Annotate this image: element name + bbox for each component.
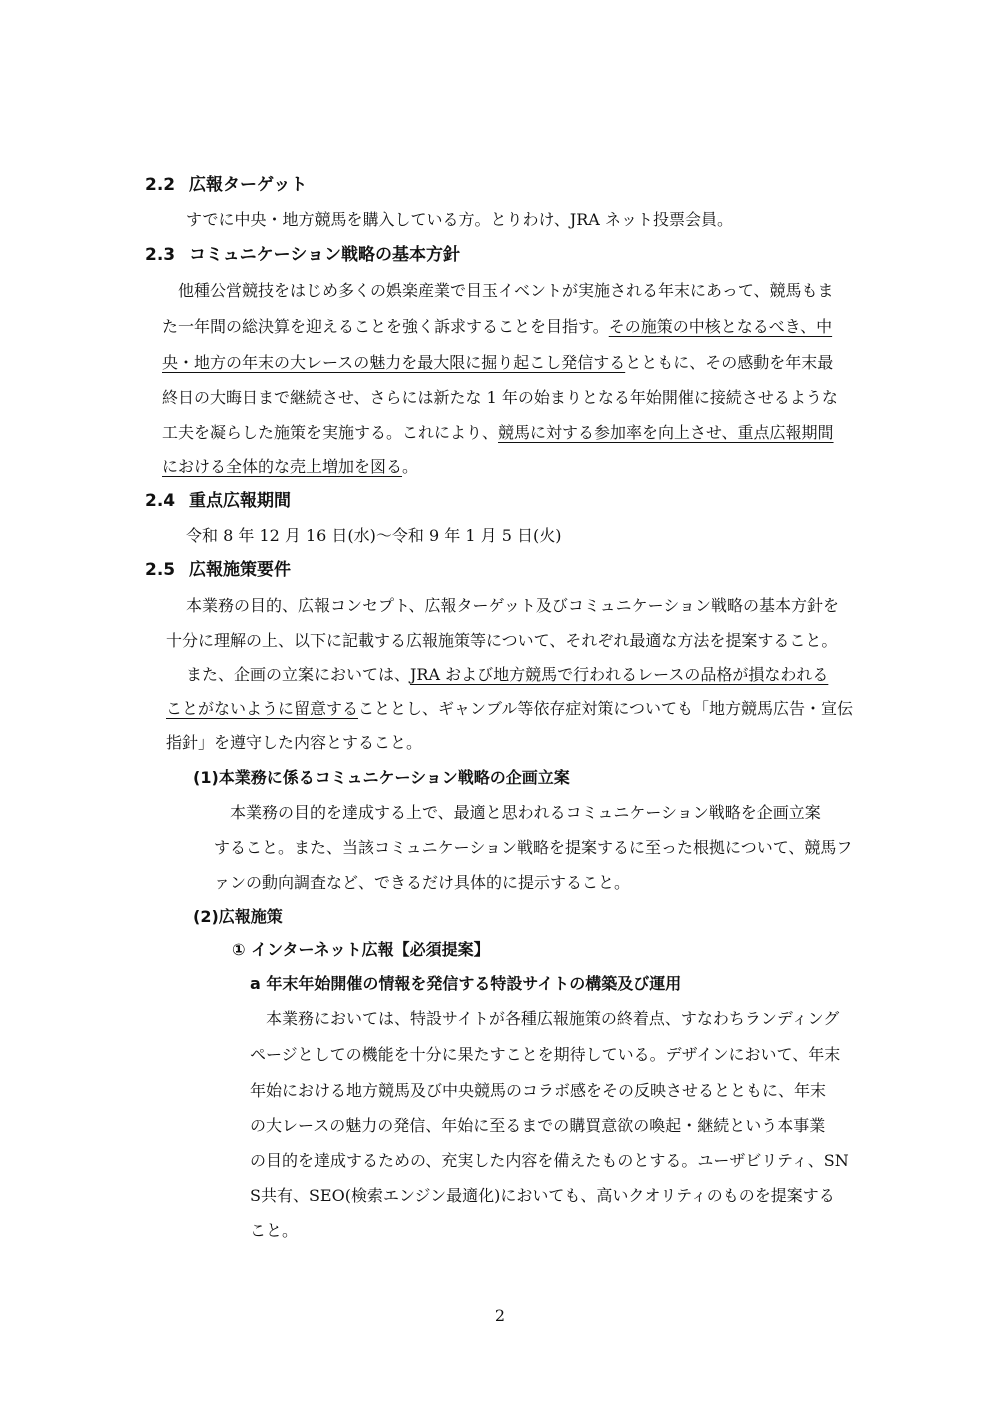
section-title: 重点広報期間 bbox=[189, 491, 291, 511]
section-heading-2-5 bbox=[145, 558, 291, 582]
paragraph-line: 指針」を遵守した内容とすること。 bbox=[166, 733, 423, 752]
paragraph-line: ページとしての機能を十分に果たすことを期待している。デザインにおいて、年末 bbox=[250, 1045, 841, 1064]
paragraph-line bbox=[162, 351, 833, 375]
underlined-text: JRA および地方競馬で行われるレースの品格が損なわれる bbox=[410, 665, 829, 684]
item-heading-special-site: a 年末年始開催の情報を発信する特設サイトの構築及び運用 bbox=[250, 974, 682, 993]
paragraph-line: 終日の大晦日まで継続させ、さらには新たな 1 年の始まりとなる年始開催に接続させるような bbox=[162, 388, 838, 407]
paragraph-line: すること。また、当該コミュニケーション戦略を提案するに至った根拠について、競馬フ bbox=[214, 838, 853, 857]
underlined-text: における全体的な売上増加を図る bbox=[162, 457, 403, 476]
paragraph-line: ァンの動向調査など、できるだけ具体的に提示すること。 bbox=[214, 873, 631, 892]
paragraph-line: 本業務の目的、広報コンセプト、広報ターゲット及びコミュニケーション戦略の基本方針を bbox=[186, 596, 839, 615]
paragraph-line bbox=[162, 455, 418, 479]
page-number: 2 bbox=[494, 1306, 506, 1325]
underlined-text: 央・地方の年末の大レースの魅力を最大限に掘り起こし発信する bbox=[162, 353, 626, 372]
paragraph-line: S共有、SEO(検索エンジン最適化)においても、高いクオリティのものを提案する bbox=[250, 1186, 835, 1205]
paragraph-line bbox=[166, 697, 853, 721]
underlined-text: 競馬に対する参加率を向上させ、重点広報期間 bbox=[498, 423, 834, 442]
section-number: 2.2 bbox=[145, 175, 176, 195]
paragraph-line: の目的を達成するための、充実した内容を備えたものとする。ユーザビリティ、SN bbox=[250, 1151, 849, 1170]
paragraph-line: こと。 bbox=[250, 1221, 299, 1240]
section-heading-2-3 bbox=[145, 243, 460, 267]
paragraph-line: 十分に理解の上、以下に記載する広報施策等について、それぞれ最適な方法を提案すること。 bbox=[166, 631, 838, 650]
paragraph-line: 令和 8 年 12 月 16 日(水)～令和 9 年 1 月 5 日(火) bbox=[186, 526, 562, 545]
paragraph-line: 他種公営競技をはじめ多くの娯楽産業で目玉イベントが実施される年末にあって、競馬もま bbox=[178, 281, 834, 300]
text-span: 。 bbox=[402, 457, 419, 476]
underlined-text: ことがないように留意する bbox=[166, 699, 359, 718]
paragraph-line bbox=[162, 421, 834, 445]
underlined-text: その施策の中核となるべき、中 bbox=[608, 317, 833, 336]
text-span: とともに、その感動を年末最 bbox=[625, 353, 834, 372]
text-span: こととし、ギャンブル等依存症対策についても「地方競馬広告・宣伝 bbox=[358, 699, 854, 718]
paragraph-line: 本業務においては、特設サイトが各種広報施策の終着点、すなわちランディング bbox=[266, 1009, 840, 1028]
section-title: コミュニケーション戦略の基本方針 bbox=[189, 245, 460, 265]
paragraph-line: すでに中央・地方競馬を購入している方。とりわけ、JRA ネット投票会員。 bbox=[186, 210, 733, 229]
section-number: 2.4 bbox=[145, 491, 176, 511]
subsection-heading-1: (1)本業務に係るコミュニケーション戦略の企画立案 bbox=[193, 768, 570, 787]
section-number: 2.3 bbox=[145, 245, 176, 265]
section-number: 2.5 bbox=[145, 560, 176, 580]
item-heading-internet: ① インターネット広報【必須提案】 bbox=[232, 940, 490, 959]
section-heading-2-2 bbox=[145, 173, 307, 197]
section-title: 広報施策要件 bbox=[189, 560, 291, 580]
text-span: 工夫を凝らした施策を実施する。これにより、 bbox=[162, 423, 499, 442]
section-title: 広報ターゲット bbox=[189, 175, 308, 195]
paragraph-line bbox=[162, 315, 832, 339]
text-span: また、企画の立案においては、 bbox=[186, 665, 411, 684]
paragraph-line bbox=[186, 663, 828, 687]
paragraph-line: 本業務の目的を達成する上で、最適と思われるコミュニケーション戦略を企画立案 bbox=[230, 803, 821, 822]
paragraph-line: の大レースの魅力の発信、年始に至るまでの購買意欲の喚起・継続という本事業 bbox=[250, 1116, 826, 1135]
text-span: た一年間の総決算を迎えることを強く訴求することを目指す。 bbox=[162, 317, 609, 336]
subsection-heading-2: (2)広報施策 bbox=[193, 907, 283, 926]
section-heading-2-4 bbox=[145, 489, 291, 513]
paragraph-line: 年始における地方競馬及び中央競馬のコラボ感をその反映させるとともに、年末 bbox=[250, 1081, 827, 1100]
